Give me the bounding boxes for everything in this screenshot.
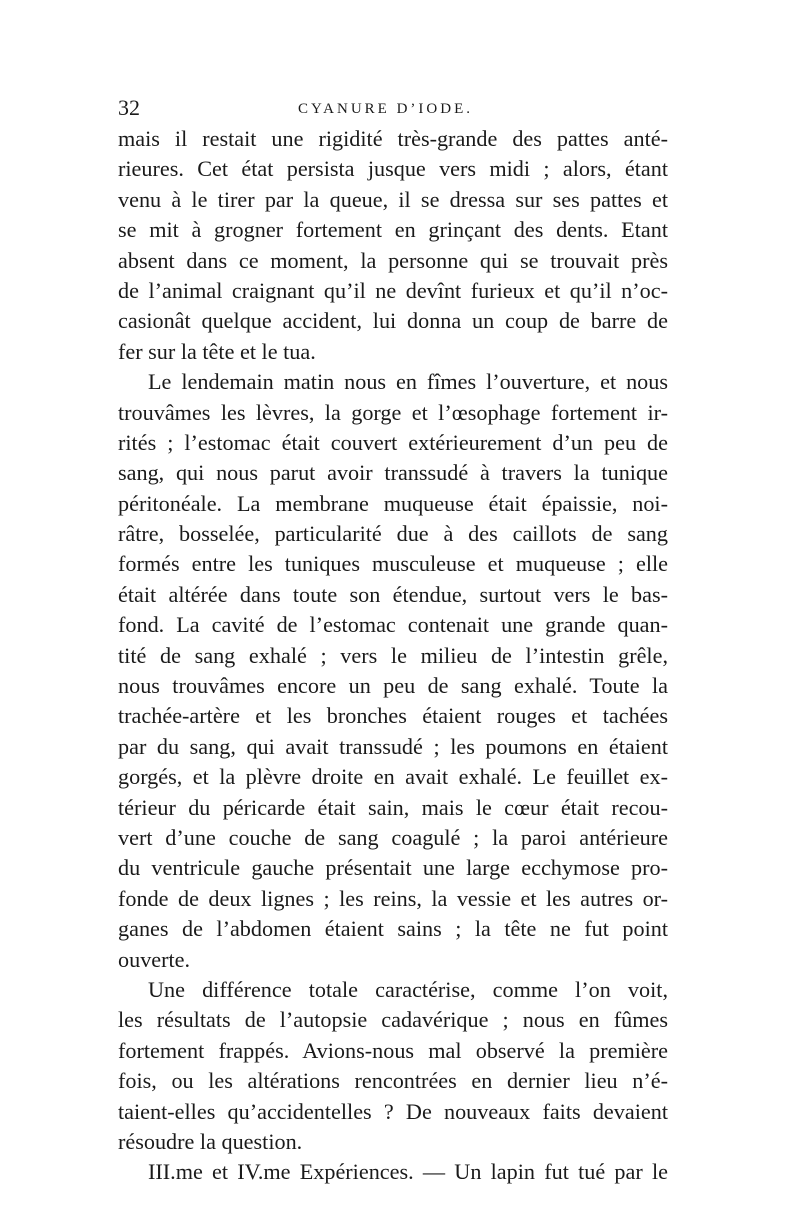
page-number: 32	[118, 95, 140, 120]
text-line: se mit à grogner fortement en grinçant des dents. Etant	[118, 217, 668, 243]
text-line: fortement frappés. Avions-nous mal observé la première	[118, 1037, 668, 1063]
text-line: térieur du péricarde était sain, mais le cœur était recou-	[118, 794, 668, 820]
text-line: Le lendemain matin nous en fîmes l’ouverture, et nous	[148, 369, 668, 395]
text-line: les résultats de l’autopsie cadavérique ; nous en fûmes	[118, 1007, 668, 1033]
text-line: rités ; l’estomac était couvert extérieurement d’un peu de	[118, 429, 668, 455]
text-line: rieures. Cet état persista jusque vers midi ; alors, étant	[118, 156, 668, 182]
running-head	[118, 94, 666, 122]
paragraph	[118, 1157, 668, 1187]
text-line: taient-elles qu’accidentelles ? De nouveaux faits devaient	[118, 1098, 668, 1124]
text-line: absent dans ce moment, la personne qui se trouvait près	[118, 247, 668, 273]
text-line: III.me et IV.me Expériences. — Un lapin fut tué par le	[148, 1159, 668, 1185]
text-line: gorgés, et la plèvre droite en avait exhalé. Le feuillet ex-	[118, 764, 668, 790]
text-line: fonde de deux lignes ; les reins, la vessie et les autres or-	[118, 885, 668, 911]
text-line: tité de sang exhalé ; vers le milieu de l’intestin grêle,	[118, 642, 668, 668]
text-line: péritonéale. La membrane muqueuse était épaissie, noi-	[118, 490, 668, 516]
text-line: du ventricule gauche présentait une large ecchymose pro-	[118, 855, 668, 881]
text-line: fer sur la tête et le tua.	[118, 338, 316, 364]
text-line: casionât quelque accident, lui donna un coup de barre de	[118, 308, 668, 334]
text-line: Une différence totale caractérise, comme l’on voit,	[148, 976, 668, 1002]
text-line: était altérée dans toute son étendue, surtout vers le bas-	[118, 581, 668, 607]
text-line: formés entre les tuniques musculeuse et muqueuse ; elle	[118, 551, 668, 577]
text-line: ganes de l’abdomen étaient sains ; la tête ne fut point	[118, 916, 668, 942]
text-line: mais il restait une rigidité très-grande des pattes anté-	[118, 126, 668, 151]
text-line: résoudre la question.	[118, 1128, 303, 1154]
paragraph	[118, 367, 668, 975]
text-line: par du sang, qui avait transsudé ; les poumons en étaient	[118, 733, 668, 759]
text-line: fois, ou les altérations rencontrées en dernier lieu n’é-	[118, 1068, 668, 1094]
text-line: fond. La cavité de l’estomac contenait une grande quan-	[118, 612, 668, 638]
text-line: trachée-artère et les bronches étaient rouges et tachées	[118, 703, 668, 729]
body-text	[118, 124, 668, 1188]
text-line: de l’animal craignant qu’il ne devînt furieux et qu’il n’oc-	[118, 277, 668, 303]
running-title: CYANURE D’IODE.	[298, 101, 473, 117]
text-line: nous trouvâmes encore un peu de sang exhalé. Toute la	[118, 673, 668, 699]
paragraph	[118, 124, 668, 367]
text-line: venu à le tirer par la queue, il se dressa sur ses pattes et	[118, 186, 668, 212]
text-line: trouvâmes les lèvres, la gorge et l’œsophage fortement ir-	[118, 399, 668, 425]
text-line: vert d’une couche de sang coagulé ; la paroi antérieure	[118, 824, 668, 850]
text-line: ouverte.	[118, 946, 191, 972]
paragraph	[118, 975, 668, 1157]
text-line: râtre, bosselée, particularité due à des caillots de sang	[118, 521, 668, 547]
text-line: sang, qui nous parut avoir transsudé à travers la tunique	[118, 460, 668, 486]
